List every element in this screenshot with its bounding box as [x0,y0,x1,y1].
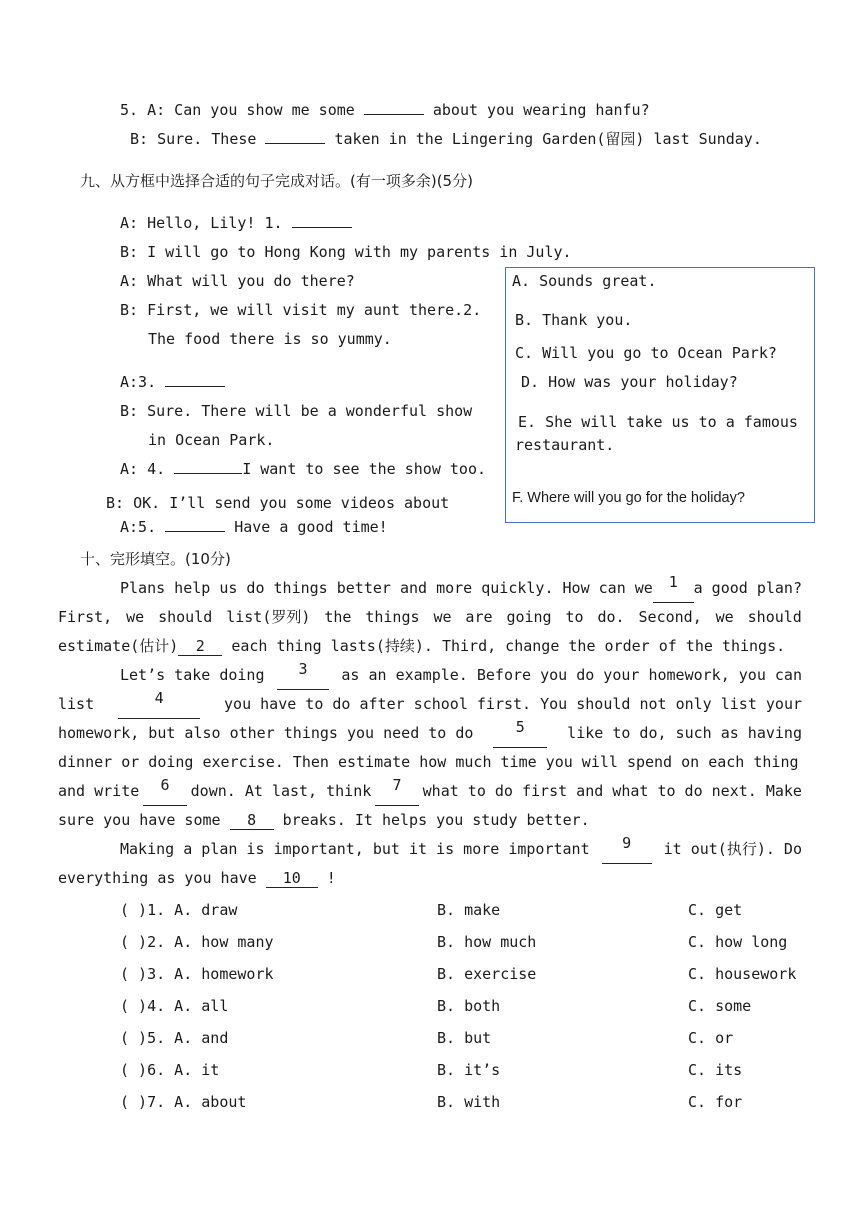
question-row [120,1091,820,1113]
blank[interactable]: 3 [277,661,329,690]
dialog-text: Have a good time! [234,518,388,536]
question-option-a[interactable]: ( )2. A. how many [120,933,274,951]
question-option-c[interactable]: C. for [688,1093,743,1111]
question-option-c[interactable]: C. some [688,997,752,1015]
dialog-line: The food there is so yummy. [148,330,392,348]
para-line [58,864,802,893]
dialog-line [120,517,388,537]
paragraph-3 [58,835,802,893]
para-text: ! [326,869,336,887]
option-a: A. Sounds great. [512,272,657,290]
para-text: as an example. Before you do your homework, you can [341,666,802,684]
section10-title: 十、完形填空。(10分) [80,550,231,568]
question-option-a[interactable]: ( )5. A. and [120,1029,229,1047]
q5-line-a [120,100,650,120]
q5-line-a-post: about you wearing hanfu? [432,101,650,119]
dialog-line: B: I will go to Hong Kong with my parents in July. [120,243,572,261]
blank[interactable]: 2 [178,638,222,656]
blank[interactable]: 4 [118,690,200,719]
dialog-line: in Ocean Park. [148,431,275,449]
question-row [120,899,820,921]
word: going [506,608,552,626]
q5-line-a-pre: 5. A: Can you show me some [120,101,355,119]
question-option-c[interactable]: C. get [688,901,743,919]
options-box [505,267,815,523]
blank[interactable]: 5 [493,719,547,748]
para-line-justified [58,603,802,632]
blank[interactable]: 7 [375,777,419,806]
para-text: list [58,695,95,713]
question-option-b[interactable]: B. with [437,1093,501,1111]
para-text: Plans help us do things better and more quickly. How can we [120,579,653,597]
question-row [120,995,820,1017]
paragraph-1 [58,574,802,661]
word: should [158,608,213,626]
para-text: each thing lasts(持续). Third, change the order of the things. [231,637,786,655]
para-text: Let’s take doing [120,666,265,684]
para-line [58,661,802,690]
dialog-line [120,213,352,233]
word: First, [58,608,113,626]
option-e: E. She will take us to a famous [518,413,798,431]
word: we [433,608,452,626]
dialog-line [120,459,486,479]
question-row [120,1027,820,1049]
para-line [58,632,802,661]
question-option-c[interactable]: C. how long [688,933,788,951]
question-option-a[interactable]: ( )4. A. all [120,997,229,1015]
option-f: F. Where will you go for the holiday? [512,490,745,506]
question-option-b[interactable]: B. both [437,997,501,1015]
para-line [58,835,802,864]
word: Second, [638,608,702,626]
word: the [324,608,352,626]
dialog-text: A: Hello, Lily! 1. [120,214,283,232]
blank[interactable]: 1 [653,574,694,603]
word: should [747,608,802,626]
q5-line-b [130,129,762,149]
para-text: estimate(估计) [58,637,179,655]
blank[interactable] [292,227,352,228]
option-d: D. How was your holiday? [521,373,738,391]
option-c: C. Will you go to Ocean Park? [515,344,777,362]
para-text: what to do first and what to do next. Make [422,782,802,800]
question-row [120,931,820,953]
option-e-cont: restaurant. [515,436,615,454]
question-option-b[interactable]: B. how much [437,933,537,951]
blank[interactable]: 6 [143,777,187,806]
dialog-text: A:3. [120,373,157,391]
question-option-a[interactable]: ( )7. A. about [120,1093,247,1111]
word: list(罗列) [226,608,311,626]
blank[interactable] [165,386,225,387]
dialog-line: A: What will you do there? [120,272,355,290]
dialog-line [120,372,225,392]
word: things [365,608,420,626]
para-text: homework, but also other things you need to do [58,724,474,742]
question-option-b[interactable]: B. exercise [437,965,537,983]
blank[interactable] [265,143,325,144]
dialog-text: A: 4. [120,460,166,478]
para-text: a good plan? [693,579,802,597]
para-text: sure you have some [58,811,221,829]
para-text: everything as you have [58,869,257,887]
blank[interactable]: 8 [230,812,274,830]
para-line [58,777,802,806]
q5-line-b-post: taken in the Lingering Garden(留园) last Sunday. [334,130,762,148]
question-row [120,1059,820,1081]
para-text: you have to do after school first. You should not only list your [224,695,802,713]
question-option-a[interactable]: ( )6. A. it [120,1061,220,1079]
word: are [465,608,493,626]
dialog-text: I want to see the show too. [242,460,487,478]
dialog-text: A:5. [120,518,157,536]
question-option-b[interactable]: B. make [437,901,501,919]
section9-title: 九、从方框中选择合适的句子完成对话。(有一项多余)(5分) [80,172,473,190]
option-b: B. Thank you. [515,311,633,329]
paragraph-2 [58,661,802,835]
para-line [58,806,802,835]
dialog-line: B: OK. I’ll send you some videos about [106,494,450,512]
question-row [120,963,820,985]
para-line [58,690,802,719]
para-line [58,719,802,748]
blank[interactable] [174,473,242,474]
q5-line-b-pre: B: Sure. These [130,130,257,148]
word: we [715,608,734,626]
word: do. [597,608,625,626]
blank[interactable]: 10 [266,870,318,888]
word: we [126,608,145,626]
para-text: down. At last, think [190,782,372,800]
dialog-line: B: Sure. There will be a wonderful show [120,402,473,420]
para-text: and write [58,782,140,800]
para-text: it out(执行). Do [663,840,802,858]
para-text: Making a plan is important, but it is more important [120,840,590,858]
question-option-b[interactable]: B. but [437,1029,492,1047]
question-option-a[interactable]: ( )3. A. homework [120,965,274,983]
para-line: dinner or doing exercise. Then estimate how much time you will spend on each thing [58,753,799,771]
question-option-a[interactable]: ( )1. A. draw [120,901,238,919]
blank[interactable]: 9 [602,835,652,864]
word: to [565,608,584,626]
blank[interactable] [165,531,225,532]
blank[interactable] [364,114,424,115]
question-option-b[interactable]: B. it’s [437,1061,501,1079]
para-line [58,574,802,603]
para-text: breaks. It helps you study better. [282,811,590,829]
para-text: like to do, such as having [567,724,802,742]
dialog-line: B: First, we will visit my aunt there.2. [120,301,482,319]
question-option-c[interactable]: C. housework [688,965,797,983]
question-option-c[interactable]: C. or [688,1029,734,1047]
question-option-c[interactable]: C. its [688,1061,743,1079]
